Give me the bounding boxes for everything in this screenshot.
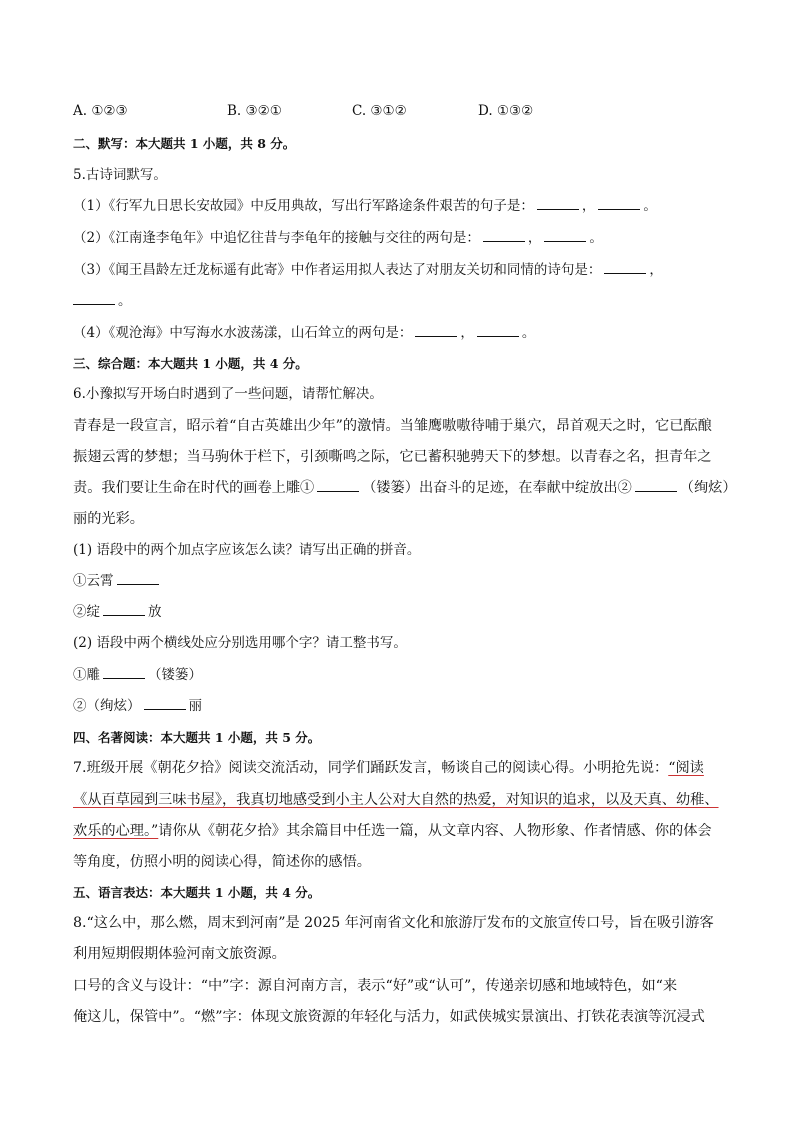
q5-line-3: （3）《闻王昌龄左迁龙标遥有此寄》中作者运用拟人表达了对朋友关切和同情的诗句是： ， [73,262,663,278]
q6-paragraph-line-2: 振翅云霄的梦想；当马驹休于栏下，引颈嘶鸣之际，它已蓄积驰骋天下的梦想。以青春之名，担青年之 [73,449,712,465]
option-c: C. ③①② [352,103,407,119]
answer-blank[interactable] [73,292,115,305]
answer-blank[interactable] [103,666,145,679]
answer-blank[interactable] [537,197,579,210]
answer-blank[interactable] [317,479,359,492]
q6-subquestion-2: (2) 语段中两个横线处应分别选用哪个字？请工整书写。 [73,635,407,651]
q5-line-1: （1）《行军九日思长安故园》中反用典故，写出行军路途条件艰苦的句子是： ， 。 [73,198,657,214]
q7-line-1: 7.班级开展《朝花夕拾》阅读交流活动，同学们踊跃发言，畅谈自己的阅读心得。小明抢先说：“阅读 [73,760,704,776]
q5-line-3-cont: 。 [73,292,132,310]
option-d: D. ①③② [478,103,534,119]
answer-blank[interactable] [604,261,646,274]
q6-sub2-item-b: ②（绚炫） 丽 [73,698,202,714]
q6-paragraph-line-3: 责。我们要让生命在时代的画卷上雕① （镂篓）出奋斗的足迹，在奉献中绽放出② （绚炫） [73,480,737,496]
q6-title: 6.小豫拟写开场白时遇到了一些问题，请帮忙解决。 [73,386,383,402]
q7-line-2: 《从百草园到三味书屋》，我真切地感受到小主人公对大自然的热爱，对知识的追求，以及天真、幼稚、 [73,792,719,808]
section-heading-comprehensive: 三、综合题：本大题共 1 小题，共 4 分。 [73,356,308,371]
q5-line-2: （2）《江南逢李龟年》中追忆往昔与李龟年的接触与交往的两句是： ， 。 [73,230,603,246]
option-b: B. ③②① [227,103,282,119]
answer-blank[interactable] [598,197,640,210]
q8-line-1: 8.“这么中，那么燃，周末到河南”是 2025 年河南省文化和旅游厅发布的文旅宣传口号，旨在吸引游客 [73,915,714,931]
answer-blank[interactable] [483,229,525,242]
q6-sub1-item-b: ②绽 放 [73,604,162,620]
q6-sub1-item-a: ①云霄 [73,572,162,590]
answer-blank[interactable] [117,572,159,585]
option-a: A. ①②③ [73,103,128,119]
q6-subquestion-1: (1) 语段中的两个加点字应该怎么读？请写出正确的拼音。 [73,542,421,558]
q8-line-2: 利用短期假期体验河南文旅资源。 [73,946,286,962]
q7-line-4: 等角度，仿照小明的阅读心得，简述你的感悟。 [73,854,371,870]
answer-blank[interactable] [544,229,586,242]
q6-paragraph-line-1: 青春是一段宣言，昭示着“自古英雄出少年”的激情。当雏鹰嗷嗷待哺于巢穴，昂首观天之时，它已酝酿 [73,418,712,434]
answer-blank[interactable] [415,324,457,337]
q6-paragraph-line-4: 丽的光彩。 [73,511,144,527]
section-heading-classics: 四、名著阅读：本大题共 1 小题，共 5 分。 [73,730,321,745]
q8-line-4: 俺这儿，保管中”。“燃”字：体现文旅资源的年轻化与活力，如武侠城实景演出、打铁花表演等沉浸式 [73,1009,705,1025]
q5-line-4: （4）《观沧海》中写海水水波荡漾，山石耸立的两句是： ， 。 [73,325,536,341]
answer-blank[interactable] [144,697,186,710]
section-heading-language: 五、语言表达：本大题共 1 小题，共 4 分。 [73,885,321,900]
q8-line-3: 口号的含义与设计：“中”字：源自河南方言，表示“好”或“认可”，传递亲切感和地域特色，如“来 [73,978,678,994]
q7-line-3: 欢乐的心理。”请你从《朝花夕拾》其余篇目中任选一篇，从文章内容、人物形象、作者情感、你的体会 [73,823,712,839]
answer-blank[interactable] [477,324,519,337]
section-heading-dictation: 二、默写：本大题共 1 小题，共 8 分。 [73,136,296,151]
q6-sub2-item-a: ①雕 （镂篓） [73,667,202,683]
answer-blank[interactable] [635,479,677,492]
q5-title: 5.古诗词默写。 [73,167,167,183]
answer-blank[interactable] [103,603,145,616]
